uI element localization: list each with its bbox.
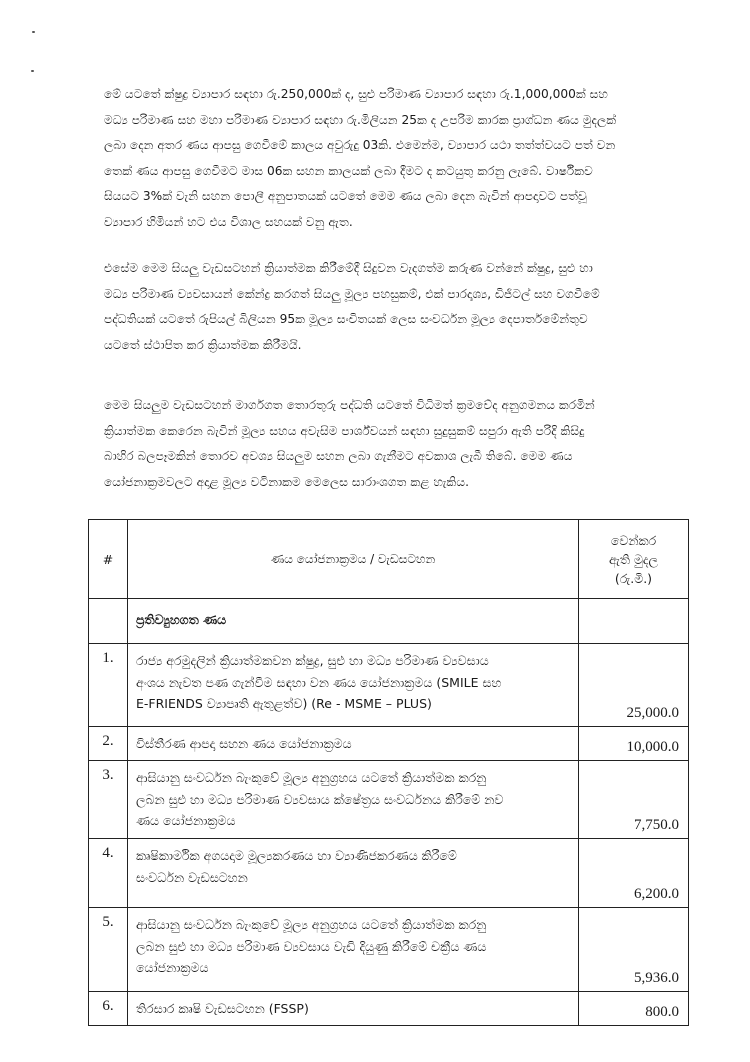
paragraph-line: තෙක් ණය ආපසු ගෙවීමට මාස 06ක සහන කාලයක් ලබා දීමට ද කටයුතු කරනු ලැබේ. වාර්ෂිකව <box>104 163 593 178</box>
header-scheme: ණය යෝජනාක්‍රමය / වැඩසටහන <box>128 520 579 599</box>
header-amount <box>579 520 689 599</box>
row-number: 4. <box>89 839 128 908</box>
row-number: 2. <box>89 727 128 761</box>
row-description-line: අංශය නැවත පණ ගැන්වීම සඳහා වන ණය යෝජනාක්‍රමය (SMILE සහ <box>136 674 502 690</box>
row-description-line: විස්තීරණ ආපදා සහන ණය යෝජනාක්‍රමය <box>136 736 352 751</box>
category-label: ප්‍රතිව්‍යුහගත ණය <box>128 599 579 644</box>
row-description-line: තිරසාර කෘෂි වැඩසටහන (FSSP) <box>136 1001 309 1016</box>
row-amount: 7,750.0 <box>579 761 689 839</box>
row-description <box>128 761 579 839</box>
table-row <box>89 992 689 1026</box>
paragraph-line: ලබා දෙන අතර ණය ආපසු ගෙවීමේ කාලය අවුරුදු 03කි. එමෙන්ම, ව්‍යාපාර යථා තත්ත්වයට පත් වන <box>104 138 616 153</box>
paragraph-line: යටතේ ස්ථාපිත කර ක්‍රියාත්මක කිරීමයි. <box>104 337 302 352</box>
row-description-line: යෝජනාක්‍රමය <box>136 960 209 975</box>
row-amount: 5,936.0 <box>579 908 689 992</box>
paragraph-3 <box>104 393 674 495</box>
row-description-line: E-FRIENDS ව්‍යාපෘති ඇතුළත්ව) (Re - MSME – PLUS) <box>136 696 432 711</box>
row-description-line: කෘෂිකාර්මික අගයදාම මූල්‍යකරණය හා ව්‍යාණිජකරණය කිරීමේ <box>136 848 457 863</box>
paragraph-line: ක්‍රියාත්මක කෙරෙන බැවින් මූල්‍ය සහය අවැසිම පාර්ශ්වයන් සඳහා සුදුසුකම් සපුරා ඇති පරිදි කිසිදු <box>104 423 585 438</box>
row-description-line: ආසියානු සංවර්ධන බැංකුවේ මූල්‍ය අනුග්‍රහය යටතේ ක්‍රියාත්මක කරනු <box>136 917 487 932</box>
paragraph-line: ව්‍යාපාර හිමියන් හට එය විශාල සහයක් වනු ඇත. <box>104 214 353 229</box>
row-description <box>128 839 579 908</box>
row-number: 6. <box>89 992 128 1026</box>
paragraph-line: මෙම සියලුම වැඩසටහන් මාර්ගගත තොරතුරු පද්ධති යටතේ විධිමත් ක්‍රමවේද අනුගමනය කරමින් <box>104 398 595 412</box>
row-description <box>128 644 579 727</box>
paragraph-line: මේ යටතේ ක්ෂුද්‍ර ව්‍යාපාර සඳහා රු.250,000ක් ද, සුළු පරිමාණ ව්‍යාපාර සඳහා රු.1,000,000ක් සහ <box>104 87 608 101</box>
table-row <box>89 908 689 992</box>
loan-schemes-table <box>88 519 689 1026</box>
row-description <box>128 727 579 761</box>
category-amount-cell <box>579 599 689 644</box>
paragraph-line: පද්ධතියක් යටතේ රුපියල් බිලියන 95ක මූල්‍ය සංචිතයක් ලෙස සංවර්ධන මූල්‍ය දෙපාර්තමේන්තුව <box>104 312 588 327</box>
row-number: 5. <box>89 908 128 992</box>
row-description-line: රාජ්‍ය අරමුදලින් ක්‍රියාත්මකවන ක්ෂුද්‍ර, සුළු හා මධ්‍ය පරිමාණ ව්‍යවසාය <box>136 653 489 668</box>
row-description-line: ලබන සුළු හා මධ්‍ය පරිමාණ ව්‍යවසාය වැඩි දියුණු කිරීමේ චක්‍රීය ණය <box>136 938 487 954</box>
row-number: 1. <box>89 644 128 727</box>
table-row <box>89 761 689 839</box>
row-description <box>128 992 579 1026</box>
table-row <box>89 839 689 908</box>
speck <box>31 70 34 72</box>
speck <box>32 31 35 33</box>
row-description-line: සංවර්ධන වැඩසටහන <box>136 869 248 885</box>
header-amount-line: ඇති මුදල <box>608 551 659 567</box>
row-amount: 25,000.0 <box>579 644 689 727</box>
row-amount: 800.0 <box>579 992 689 1026</box>
paragraph-line: සියයට 3%ක් වැනි සහන පොලී අනුපාතයක් යටතේ මෙම ණය ලබා දෙන බැවින් ආපදාවට පත්වූ <box>104 189 587 204</box>
paragraph-line: එසේම මෙම සියලු වැඩසටහන් ක්‍රියාත්මක කිරීමේදී සිදුවන වැදගත්ම කරුණ වන්නේ ක්ෂුද්‍ර, සුළු හා <box>104 261 593 275</box>
row-description-line: ආසියානු සංවර්ධන බැංකුවේ මූල්‍ය අනුග්‍රහය යටතේ ක්‍රියාත්මක කරනු <box>136 770 487 785</box>
paragraph-line: බාහිර බලපෑමකින් තොරව අවශ්‍ය සියලුම සහන ලබා ගැනීමට අවකාශ ලැබී තිබේ. මෙම ණය <box>104 449 573 464</box>
category-number-cell <box>89 599 128 644</box>
row-description-line: ණය යෝජනාක්‍රමය <box>136 813 236 828</box>
row-description <box>128 908 579 992</box>
table-header-row <box>89 520 689 599</box>
paragraph-line: මධ්‍ය පරිමාණ සහ මහා පරිමාණ ව්‍යාපාර සඳහා රු.මිලියන 25ක ද උපරිම කාරක ප්‍රාග්ධන ණය මුදලක් <box>104 112 617 127</box>
paragraph-line: යෝජනාක්‍රමවලට අදාළ මූල්‍ය වටිනාකම මෙලෙස සාරාංශගත කළ හැකිය. <box>104 474 469 489</box>
row-number: 3. <box>89 761 128 839</box>
row-description-line: ලබන සුළු හා මධ්‍ය පරිමාණ ව්‍යවසාය ක්ෂේත්‍රය සංවර්ධනය කිරීමේ නව <box>136 791 504 807</box>
table-row <box>89 644 689 727</box>
paragraph-2 <box>104 256 674 358</box>
row-amount: 6,200.0 <box>579 839 689 908</box>
row-amount: 10,000.0 <box>579 727 689 761</box>
paragraph-1 <box>104 82 674 236</box>
category-row <box>89 599 689 644</box>
header-amount-line: (රු.මි.) <box>614 570 653 586</box>
header-number: # <box>89 520 128 599</box>
table-row <box>89 727 689 761</box>
header-amount-line: වෙන්කර <box>610 532 657 548</box>
paragraph-line: මධ්‍ය පරිමාණ ව්‍යවසායන් කේන්ද්‍ර කරගත් සියලු මූල්‍ය පහසුකම්, එක් පාරදෘශ්‍ය, ඩිජිටල් සහ වගවීමේ <box>104 286 600 301</box>
